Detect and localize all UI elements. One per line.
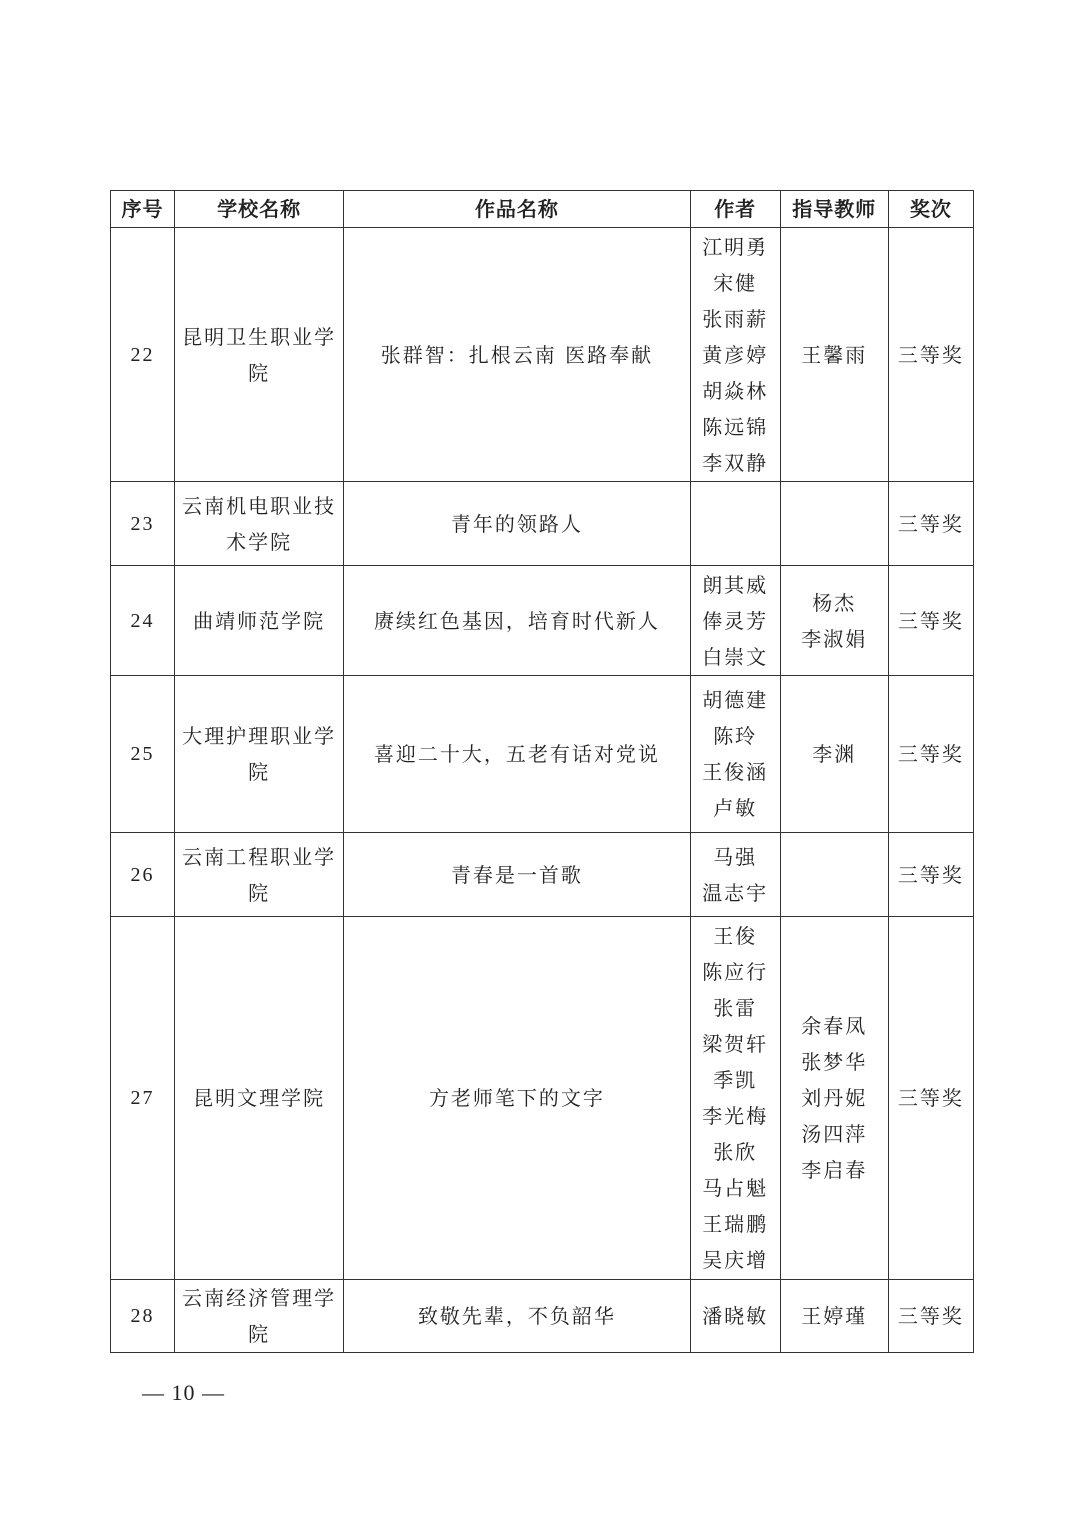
row-number-cell: 25 xyxy=(111,676,175,833)
header-cell-work: 作品名称 xyxy=(344,191,690,228)
awards-table xyxy=(110,190,974,1353)
author-name: 王瑞鹏 xyxy=(702,1212,769,1236)
row-number-cell: 26 xyxy=(111,833,175,917)
header-row xyxy=(111,191,974,228)
authors-cell xyxy=(690,676,780,833)
author-name: 吴庆增 xyxy=(702,1248,769,1272)
school-name-cell: 云南经济管理学院 xyxy=(175,1280,344,1353)
teacher-name: 李淑娟 xyxy=(801,626,868,651)
work-title-cell: 青春是一首歌 xyxy=(344,833,690,917)
author-name: 张雨薪 xyxy=(702,306,769,331)
teachers-cell xyxy=(780,1280,888,1353)
school-name-cell: 昆明文理学院 xyxy=(175,917,344,1280)
teacher-name: 余春凤 xyxy=(801,1014,868,1038)
teachers-cell xyxy=(780,228,888,482)
author-name: 江明勇 xyxy=(702,234,769,259)
teachers-cell xyxy=(780,566,888,676)
author-name: 季凯 xyxy=(713,1068,758,1092)
row-number-cell: 22 xyxy=(111,228,175,482)
author-name: 陈远锦 xyxy=(702,414,769,439)
row-number-cell: 28 xyxy=(111,1280,175,1353)
award-cell: 三等奖 xyxy=(888,482,973,566)
author-name: 马强 xyxy=(713,844,758,869)
teacher-name: 王馨雨 xyxy=(801,342,868,367)
teacher-name: 王婷瑾 xyxy=(801,1304,868,1328)
work-title-cell: 致敬先辈，不负韶华 xyxy=(344,1280,690,1353)
award-cell: 三等奖 xyxy=(888,566,973,676)
teachers-cell xyxy=(780,917,888,1280)
header-cell-number: 序号 xyxy=(111,191,175,228)
author-name: 宋健 xyxy=(713,270,758,295)
authors-cell xyxy=(690,1280,780,1353)
school-name-cell: 云南机电职业技术学院 xyxy=(175,482,344,566)
work-title-cell: 赓续红色基因，培育时代新人 xyxy=(344,566,690,676)
authors-cell xyxy=(690,566,780,676)
award-cell: 三等奖 xyxy=(888,1280,973,1353)
table-row xyxy=(111,917,974,1280)
work-title-cell: 青年的领路人 xyxy=(344,482,690,566)
author-name: 卢敏 xyxy=(713,796,758,820)
authors-cell xyxy=(690,228,780,482)
author-name: 王俊涵 xyxy=(702,760,769,784)
teachers-cell xyxy=(780,676,888,833)
header-cell-author: 作者 xyxy=(690,191,780,228)
table-row xyxy=(111,482,974,566)
author-name: 朗其威 xyxy=(702,572,769,597)
table-row xyxy=(111,833,974,917)
teacher-name: 汤四萍 xyxy=(801,1122,868,1146)
author-name: 陈应行 xyxy=(702,960,769,984)
teachers-cell xyxy=(780,482,888,566)
table-body xyxy=(111,228,974,1353)
author-name: 白崇文 xyxy=(702,644,769,669)
author-name: 黄彦婷 xyxy=(702,342,769,367)
school-name-cell: 云南工程职业学院 xyxy=(175,833,344,917)
author-name: 梁贺轩 xyxy=(702,1032,769,1056)
header-cell-award: 奖次 xyxy=(888,191,973,228)
author-name: 张雷 xyxy=(713,996,758,1020)
work-title-cell: 喜迎二十大，五老有话对党说 xyxy=(344,676,690,833)
teacher-name: 李启春 xyxy=(801,1158,868,1182)
row-number-cell: 27 xyxy=(111,917,175,1280)
teacher-name: 杨杰 xyxy=(812,590,857,615)
table-row xyxy=(111,1280,974,1353)
author-name: 胡焱林 xyxy=(702,378,769,403)
table-row xyxy=(111,676,974,833)
work-title-cell: 方老师笔下的文字 xyxy=(344,917,690,1280)
authors-cell xyxy=(690,482,780,566)
teacher-name: 刘丹妮 xyxy=(801,1086,868,1110)
author-name: 俸灵芳 xyxy=(702,608,769,633)
work-title-cell: 张群智：扎根云南 医路奉献 xyxy=(344,228,690,482)
header-cell-teacher: 指导教师 xyxy=(780,191,888,228)
author-name: 张欣 xyxy=(713,1140,758,1164)
row-number-cell: 23 xyxy=(111,482,175,566)
row-number-cell: 24 xyxy=(111,566,175,676)
award-cell: 三等奖 xyxy=(888,676,973,833)
school-name-cell: 大理护理职业学院 xyxy=(175,676,344,833)
table-row xyxy=(111,228,974,482)
author-name: 王俊 xyxy=(713,924,758,948)
author-name: 李双静 xyxy=(702,450,769,475)
author-name: 李光梅 xyxy=(702,1104,769,1128)
teacher-name: 张梦华 xyxy=(801,1050,868,1074)
school-name-cell: 曲靖师范学院 xyxy=(175,566,344,676)
award-cell: 三等奖 xyxy=(888,917,973,1280)
award-cell: 三等奖 xyxy=(888,833,973,917)
author-name: 胡德建 xyxy=(702,688,769,712)
authors-cell xyxy=(690,917,780,1280)
teacher-name: 李渊 xyxy=(812,742,857,766)
school-name-cell: 昆明卫生职业学院 xyxy=(175,228,344,482)
page-number: — 10 — xyxy=(142,1380,225,1405)
award-cell: 三等奖 xyxy=(888,228,973,482)
author-name: 陈玲 xyxy=(713,724,758,748)
teachers-cell xyxy=(780,833,888,917)
author-name: 潘晓敏 xyxy=(702,1304,769,1328)
table-row xyxy=(111,566,974,676)
author-name: 温志宇 xyxy=(702,880,769,905)
authors-cell xyxy=(690,833,780,917)
header-cell-school: 学校名称 xyxy=(175,191,344,228)
author-name: 马占魁 xyxy=(702,1176,769,1200)
